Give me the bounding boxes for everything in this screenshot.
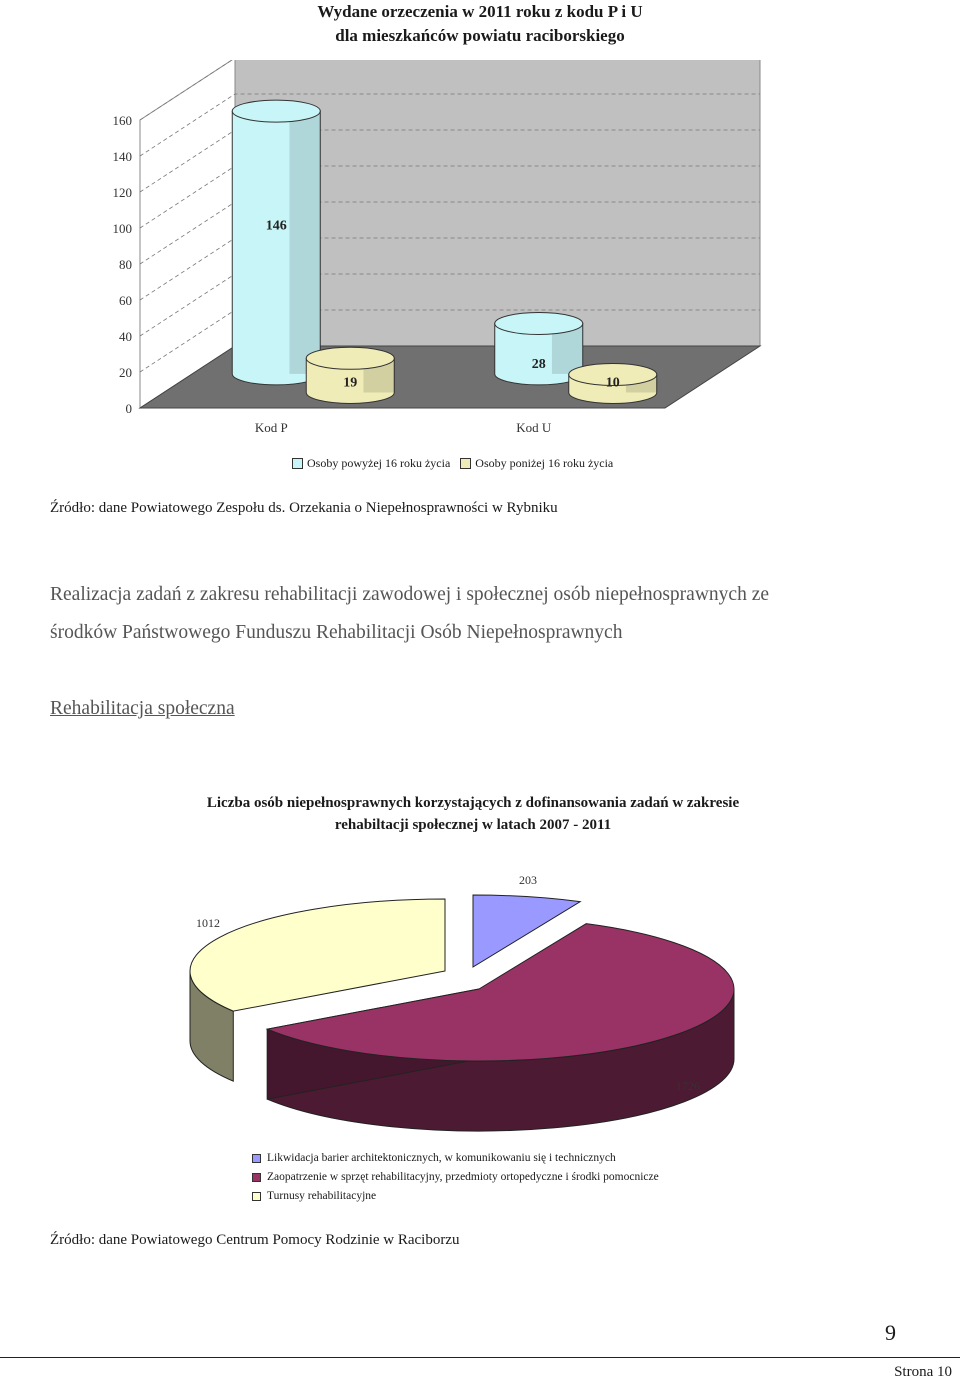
y-tick-label: 100 xyxy=(112,221,132,236)
y-tick-label: 0 xyxy=(125,401,132,416)
legend-item-barriers xyxy=(252,1150,659,1166)
data-label: 203 xyxy=(519,873,537,887)
bar-top xyxy=(495,313,583,335)
legend-swatch xyxy=(252,1154,261,1163)
legend-item-over16 xyxy=(292,456,450,471)
legend-label: Zaopatrzenie w sprzęt rehabilitacyjny, przedmioty ortopedyczne i środki pomocnicze xyxy=(267,1171,659,1183)
legend-swatch xyxy=(252,1192,261,1201)
data-label: 1726 xyxy=(676,1079,700,1093)
y-tick-label: 40 xyxy=(119,329,132,344)
data-label: 28 xyxy=(531,356,546,372)
legend-swatch xyxy=(252,1173,261,1182)
bar-cylinder xyxy=(232,100,320,385)
chart2-title-line1: Liczba osób niepełnosprawnych korzystających z dofinansowania zadań w zakresie xyxy=(206,795,740,811)
chart2-legend xyxy=(252,1150,659,1207)
x-tick-label: Kod P xyxy=(254,420,288,435)
data-label: 1012 xyxy=(196,916,220,930)
section-heading-line1: Realizacja zadań z zakresu rehabilitacji zawodowej i społecznej osób niepełnosprawnych ze xyxy=(50,584,770,605)
chart2-title xyxy=(0,792,946,836)
y-tick-label: 60 xyxy=(119,293,132,308)
legend-item-under16 xyxy=(460,456,613,471)
chart1-title xyxy=(0,0,960,48)
y-tick-label: 160 xyxy=(112,113,132,128)
chart1-legend xyxy=(292,456,613,471)
pie-chart-3d xyxy=(0,860,960,1140)
data-label: 10 xyxy=(605,375,620,391)
bar-top xyxy=(232,100,320,122)
subsection-heading: Rehabilitacja społeczna xyxy=(50,698,235,719)
y-tick-label: 20 xyxy=(119,365,132,380)
bar-top xyxy=(306,347,394,369)
x-tick-label: Kod U xyxy=(516,420,552,435)
slice-top xyxy=(190,899,445,1011)
legend-swatch xyxy=(460,458,471,469)
source-note-1: Źródło: dane Powiatowego Zespołu ds. Orzekania o Niepełnosprawności w Rybniku xyxy=(50,500,558,516)
legend-item-equipment xyxy=(252,1169,659,1185)
legend-swatch xyxy=(292,458,303,469)
chart1-title-line2: dla mieszkańców powiatu raciborskiego xyxy=(335,26,625,45)
chart2-title-line2: rehabiltacji społecznej w latach 2007 - 2011 xyxy=(334,817,612,833)
legend-label: Turnusy rehabilitacyjne xyxy=(267,1190,377,1202)
source-note-2: Źródło: dane Powiatowego Centrum Pomocy Rodzinie w Raciborzu xyxy=(50,1232,460,1248)
data-label: 146 xyxy=(265,218,287,234)
section-heading-line2: środków Państwowego Funduszu Rehabilitacji Osób Niepełnosprawnych xyxy=(50,622,623,643)
page-number: 9 xyxy=(885,1320,896,1345)
bar-shade xyxy=(289,111,320,374)
legend-label: Osoby poniżej 16 roku życia xyxy=(475,456,614,470)
y-tick-label: 120 xyxy=(112,185,132,200)
y-tick-label: 140 xyxy=(112,149,132,164)
chart1-title-line1: Wydane orzeczenia w 2011 roku z kodu P i U xyxy=(317,2,643,21)
y-tick-label: 80 xyxy=(119,257,132,272)
legend-label: Likwidacja barier architektonicznych, w komunikowaniu się i technicznych xyxy=(267,1152,616,1164)
legend-item-turnusy xyxy=(252,1188,659,1204)
legend-label: Osoby powyżej 16 roku życia xyxy=(307,456,451,470)
footer-page-label: Strona 10 xyxy=(894,1364,952,1380)
footer-divider xyxy=(0,1357,960,1358)
data-label: 19 xyxy=(343,375,358,391)
bar-chart-3d xyxy=(0,60,960,450)
